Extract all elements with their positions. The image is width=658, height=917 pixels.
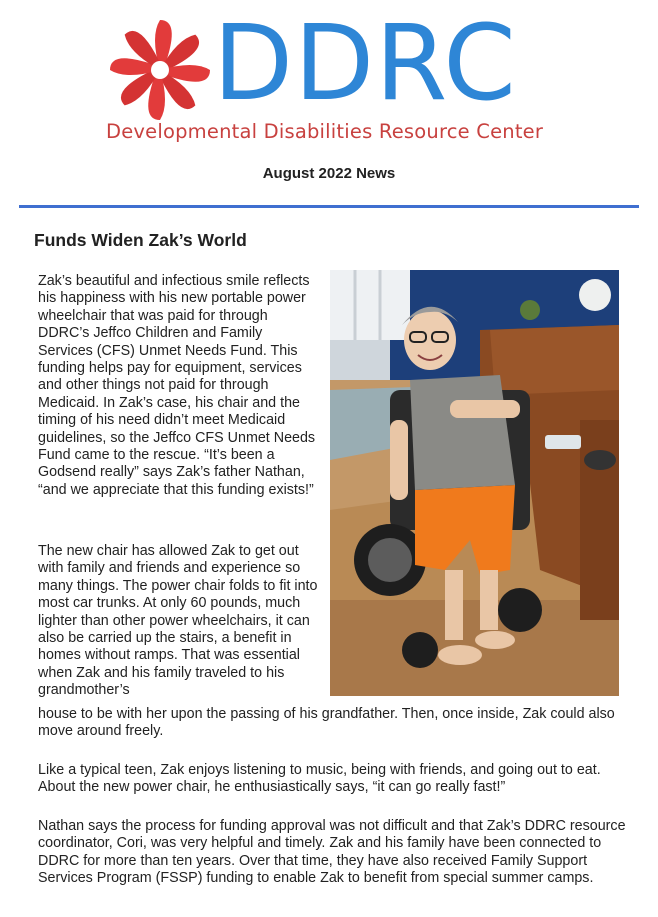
section-divider	[19, 205, 639, 208]
article-paragraph-2: The new chair has allowed Zak to get out with family and friends and experience so many things. The power chair folds to fit into most car trunks. At only 60 pounds, much lighter than other power wheelchairs, it can also be carried up the stairs, a benefit in homes without ramps. That was essential when Zak and his family traveled to his grandmother’s	[38, 543, 318, 699]
article-paragraph-3: Like a typical teen, Zak enjoys listening to music, being with friends, and going out to eat. About the new power chair, he enthusiastically says, “it can go really fast!”	[38, 762, 601, 796]
article-paragraph-2-continued: house to be with her upon the passing of his grandfather. Then, once inside, Zak could also move around freely.	[38, 706, 615, 740]
logo-wordmark: DDRC	[213, 2, 517, 124]
logo-subtitle: Developmental Disabilities Resource Center	[106, 120, 544, 143]
newsletter-header	[0, 0, 658, 160]
article-title: Funds Widen Zak’s World	[34, 230, 247, 250]
article-photo	[330, 270, 619, 696]
pinwheel-logo-icon	[108, 18, 212, 122]
issue-title: August 2022 News	[262, 165, 396, 182]
article-paragraph-1: Zak’s beautiful and infectious smile reflects his happiness with his new portable power wheelchair that was paid for through DDRC’s Jeffco Children and Family Services (CFS) Unmet Needs Fund. This funding helps pay for equipment, services and other things not paid for through Medicaid. In Zak’s case, his chair and the timing of his need didn’t meet Medicaid guidelines, so the Jeffco CFS Unmet Needs Fund came to the rescue. “It’s been a Godsend really” says Zak’s father Nathan, “and we appreciate that this funding exists!”	[38, 273, 316, 498]
article-paragraph-4: Nathan says the process for funding approval was not difficult and that Zak’s DDRC resource coordinator, Cori, was very helpful and timely. Zak and his family have been connected to DDRC for more than ten years. Over that time, they have also received Family Support Services Program (FSSP) funding to enable Zak to benefit from special summer camps.	[38, 818, 626, 887]
